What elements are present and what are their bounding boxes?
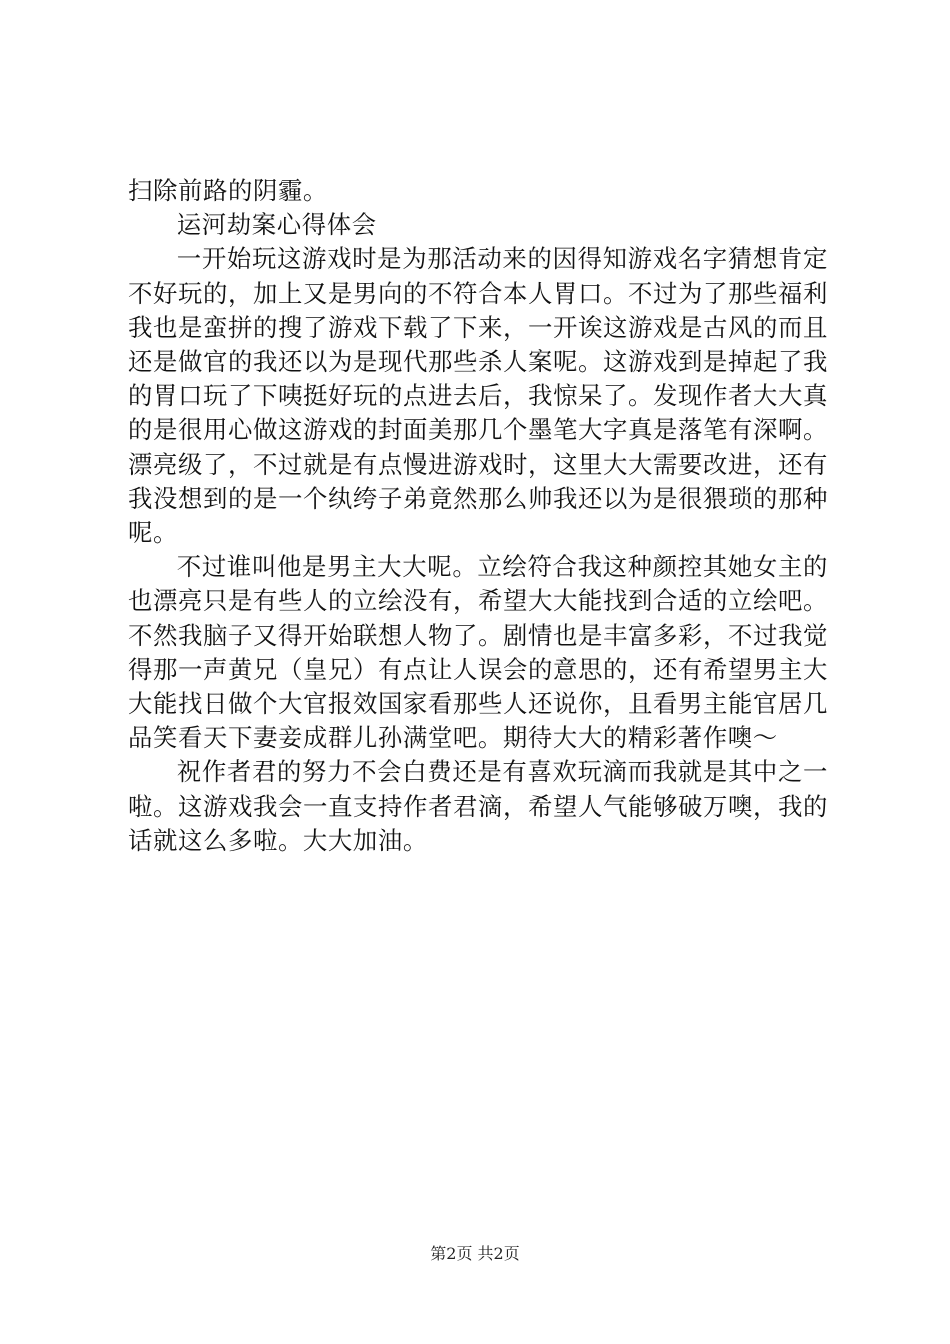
- document-body: [128, 174, 828, 858]
- paragraph-characters: 不过谁叫他是男主大大呢。立绘符合我这种颜控其她女主的也漂亮只是有些人的立绘没有，希望大大能找到合适的立绘吧。不然我脑子又得开始联想人物了。剧情也是丰富多彩，不过我觉得那一声黄兄（皇兄）有点让人误会的意思的，还有希望男主大大能找日做个大官报效国家看那些人还说你，且看男主能官居几品笑看天下妻妾成群儿孙满堂吧。期待大大的精彩著作噢～: [128, 552, 828, 753]
- article-title: 运河劫案心得体会: [176, 210, 377, 240]
- paragraph-intro: 一开始玩这游戏时是为那活动来的因得知游戏名字猜想肯定不好玩的，加上又是男向的不符合本人胃口。不过为了那些福利我也是蛮拼的搜了游戏下载了下来，一开诶这游戏是古风的而且还是做官的我还以为是现代那些杀人案呢。这游戏到是掉起了我的胃口玩了下咦挺好玩的点进去后，我惊呆了。发现作者大大真的是很用心做这游戏的封面美那几个墨笔大字真是落笔有深啊。漂亮级了，不过就是有点慢进游戏时，这里大大需要改进，还有我没想到的是一个纨绔子弟竟然那么帅我还以为是很猥琐的那种呢。: [128, 244, 828, 548]
- paragraph-continuation: 扫除前路的阴霾。: [128, 176, 328, 205]
- page-footer: 第2页 共2页: [430, 1244, 520, 1263]
- paragraph-closing: 祝作者君的努力不会白费还是有喜欢玩滴而我就是其中之一啦。这游戏我会一直支持作者君滴，希望人气能够破万噢，我的话就这么多啦。大大加油。: [128, 757, 828, 855]
